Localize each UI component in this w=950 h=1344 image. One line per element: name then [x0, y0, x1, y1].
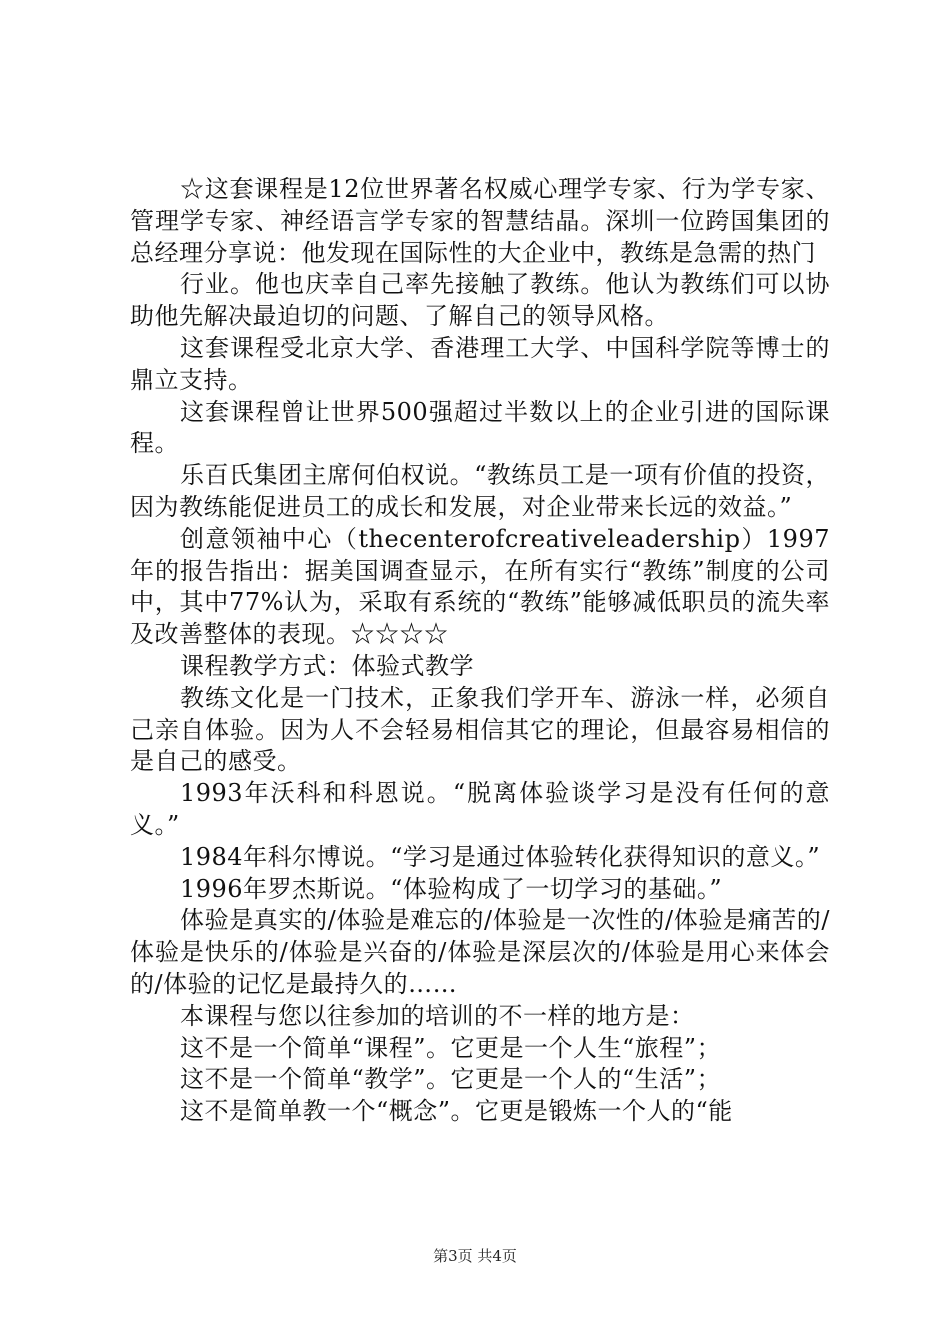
paragraph-not-course: 这不是一个简单“课程”。它更是一个人生“旅程”；: [180, 1033, 722, 1062]
paragraph-expert-origin: ☆这套课程是12位世界著名权威心理学专家、行为学专家、管理学专家、神经语言学专家的智慧结晶。深圳一位跨国集团的总经理分享说：他发现在国际性的大企业中，教练是急需的热门: [130, 175, 830, 267]
paragraph-ccl-report: 创意领袖中心（thecenterofcreativeleadership）1997年的报告指出：据美国调查显示，在所有实行“教练”制度的公司中，其中77%认为，采取有系统的“教练”能够减低职员的流失率及改善整体的表现。☆☆☆☆: [130, 524, 830, 649]
paragraph-difference-intro: 本课程与您以往参加的培训的不一样的地方是：: [180, 1001, 695, 1030]
paragraph-teaching-method: 课程教学方式：体验式教学: [180, 651, 474, 680]
paragraph-coaching-culture: 教练文化是一门技术，正象我们学开车、游泳一样，必须自己亲自体验。因为人不会轻易相信其它的理论，但最容易相信的是自己的感受。: [130, 683, 830, 776]
paragraph-fortune-500: 这套课程曾让世界500强超过半数以上的企业引进的国际课程。: [130, 397, 830, 458]
paragraph-university-support: 这套课程受北京大学、香港理工大学、中国科学院等博士的鼎立支持。: [130, 333, 830, 394]
paragraph-quote-1996: 1996年罗杰斯说。“体验构成了一切学习的基础。”: [180, 874, 723, 903]
page-number-footer: 第3页 共4页: [433, 1247, 517, 1265]
document-body: [130, 174, 830, 1128]
paragraph-quote-1993: 1993年沃科和科恩说。“脱离体验谈学习是没有任何的意义。”: [130, 779, 830, 839]
paragraph-not-teaching: 这不是一个简单“教学”。它更是一个人的“生活”；: [180, 1065, 722, 1094]
paragraph-not-concept: 这不是简单教一个“概念”。它更是锻炼一个人的“能: [180, 1097, 733, 1126]
paragraph-industry: 行业。他也庆幸自己率先接触了教练。他认为教练们可以协助他先解决最迫切的问题、了解自己的领导风格。: [130, 270, 830, 331]
paragraph-quote-1984: 1984年科尔博说。“学习是通过体验转化获得知识的意义。”: [180, 842, 821, 871]
paragraph-robust-quote: 乐百氏集团主席何伯权说。“教练员工是一项有价值的投资，因为教练能促进员工的成长和发展，对企业带来长远的效益。”: [130, 461, 830, 521]
paragraph-experience-list: 体验是真实的/体验是难忘的/体验是一次性的/体验是痛苦的/体验是快乐的/体验是兴奋的/体验是深层次的/体验是用心来体会的/体验的记忆是最持久的……: [130, 906, 830, 998]
